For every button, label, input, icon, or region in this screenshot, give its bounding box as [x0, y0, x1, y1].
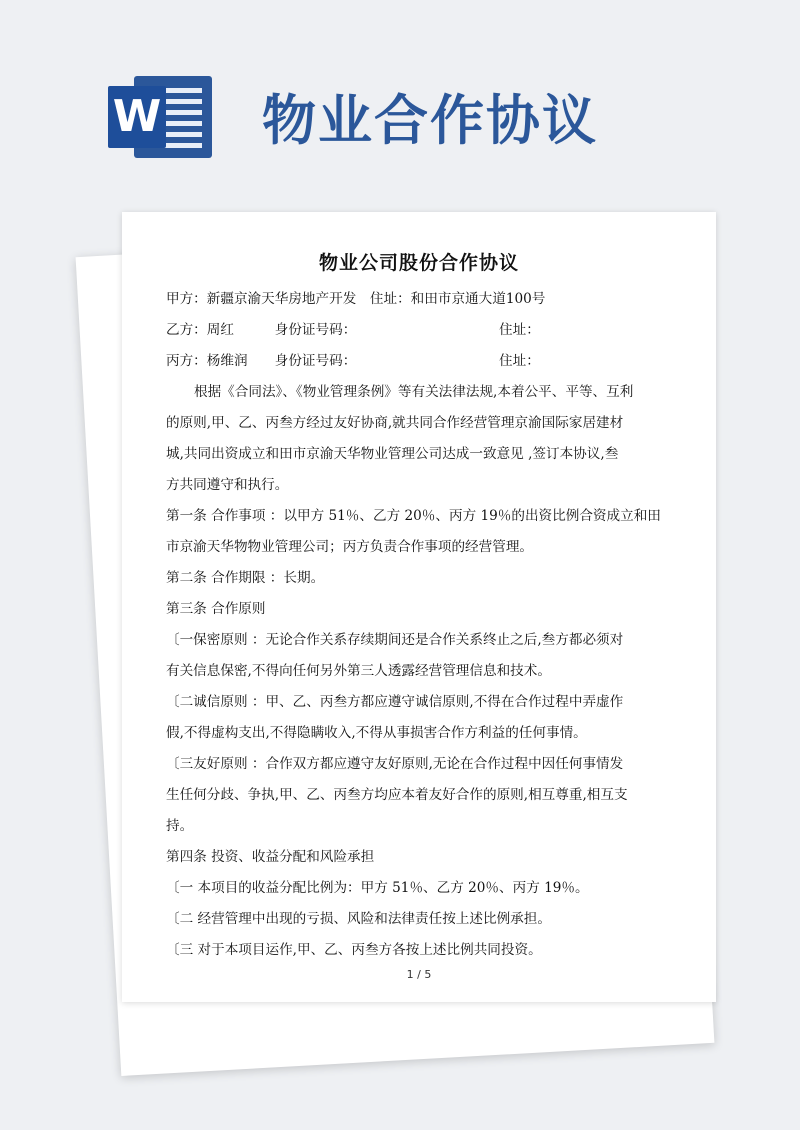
principle-confidentiality-line: 〔一保密原则 ：无论合作关系存续期间还是合作关系终止之后,叁方都必须对 [166, 632, 624, 648]
article-2-line: 第二条 合作期限 ：长期。 [166, 570, 325, 586]
preamble-line: 的原则,甲、乙、丙叁方经过友好协商,就共同合作经营管理京渝国际家居建材 [166, 415, 624, 431]
party-c-line: 丙方：杨维润 身份证号码： 住址： [166, 353, 540, 369]
article-4-item: 〔一 本项目的收益分配比例为：甲方 51％、乙方 20％、丙方 19％。 [166, 880, 589, 896]
word-document-icon [108, 76, 212, 158]
article-4-item: 〔三 对于本项目运作,甲、乙、丙叁方各按上述比例共同投资。 [166, 942, 542, 958]
preamble-line: 根据《合同法》、《物业管理条例》等有关法律法规,本着公平、平等、互利 [194, 384, 634, 400]
document-page [122, 212, 716, 1002]
preamble-line: 城,共同出资成立和田市京渝天华物业管理公司达成一致意见 ,签订本协议,叁 [166, 446, 619, 462]
principle-friendship-line: 生任何分歧、争执,甲、乙、丙叁方均应本着友好合作的原则,相互尊重,相互支 [166, 787, 628, 803]
preamble-line: 方共同遵守和执行。 [166, 477, 289, 493]
party-b-line: 乙方：周红 身份证号码： 住址： [166, 322, 540, 338]
document-title: 物业公司股份合作协议 [318, 252, 519, 274]
article-1-line: 市京渝天华物物业管理公司；丙方负责合作事项的经营管理。 [166, 539, 534, 555]
article-4-heading: 第四条 投资、收益分配和风险承担 [166, 849, 375, 865]
banner-title: 物业合作协议 [262, 89, 598, 152]
principle-integrity-line: 〔二诚信原则 ：甲、乙、丙叁方都应遵守诚信原则,不得在合作过程中弄虚作 [166, 694, 624, 710]
article-4-item: 〔二 经营管理中出现的亏损、风险和法律责任按上述比例承担。 [166, 911, 551, 927]
banner [0, 0, 800, 200]
principle-confidentiality-line: 有关信息保密,不得向任何另外第三人透露经营管理信息和技术。 [166, 663, 551, 679]
principle-integrity-line: 假,不得虚构支出,不得隐瞒收入,不得从事损害合作方利益的任何事情。 [166, 725, 587, 741]
word-icon-letter: W [108, 86, 166, 148]
article-1-line: 第一条 合作事项 ：以甲方 51％、乙方 20％、丙方 19％的出资比例合资成立和田 [166, 508, 661, 524]
party-a-line: 甲方：新疆京渝天华房地产开发 住址：和田市京通大道100号 [166, 291, 546, 307]
article-3-heading: 第三条 合作原则 [166, 601, 266, 617]
principle-friendship-line: 〔三友好原则 ：合作双方都应遵守友好原则,无论在合作过程中因任何事情发 [166, 756, 624, 772]
page-number: 1 / 5 [406, 968, 432, 981]
principle-friendship-line: 持。 [166, 818, 194, 834]
